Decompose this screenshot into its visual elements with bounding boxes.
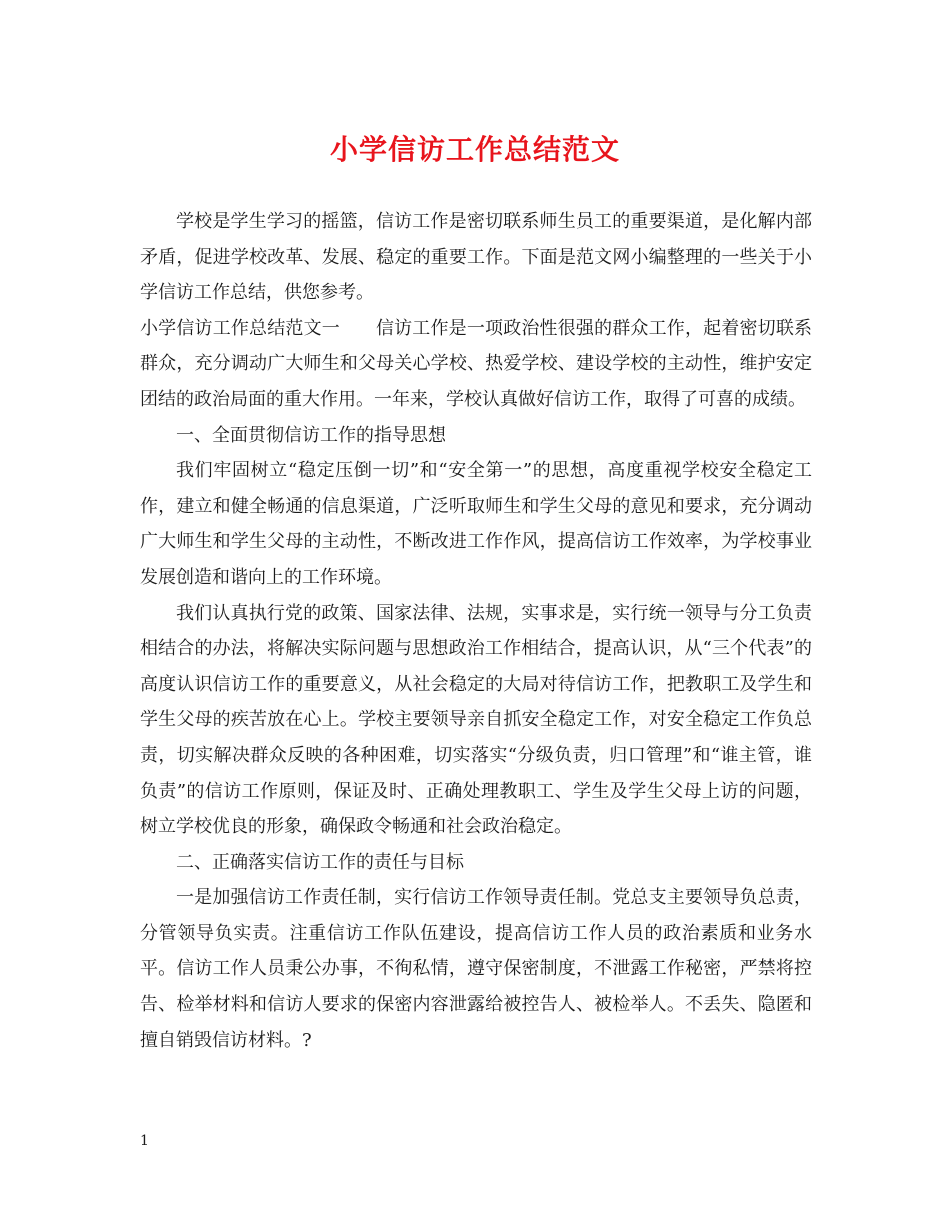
heading-one: 一、全面贯彻信访工作的指导思想 (176, 424, 446, 446)
section-one-label: 小学信访工作总结范文一 (140, 317, 340, 339)
document-body (140, 204, 812, 1058)
heading-two: 二、正确落实信访工作的责任与目标 (176, 851, 464, 873)
paragraph-one: 我们牢固树立“稳定压倒一切”和“安全第一”的思想，高度重视学校安全稳定工作，建立和健全畅通的信息渠道，广泛听取师生和学生父母的意见和要求，充分调动广大师生和学生父母的主动性，不断改进工作作风，提高信访工作效率，为学校事业发展创造和谐向上的工作环境。 (140, 460, 812, 588)
intro-paragraph: 学校是学生学习的摇篮，信访工作是密切联系师生员工的重要渠道，是化解内部矛盾，促进学校改革、发展、稳定的重要工作。下面是范文网小编整理的一些关于小学信访工作总结，供您参考。 (140, 211, 812, 304)
page-number: 1 (140, 1133, 149, 1149)
document-title: 小学信访工作总结范文 (329, 133, 620, 166)
paragraph-two: 我们认真执行党的政策、国家法律、法规，实事求是，实行统一领导与分工负责相结合的办法，将解决实际问题与思想政治工作相结合，提高认识，从“三个代表”的高度认识信访工作的重要意义，从社会稳定的大局对待信访工作，把教职工及学生和学生父母的疾苦放在心上。学校主要领导亲自抓安全稳定工作，对安全稳定工作负总责，切实解决群众反映的各种困难，切实落实“分级负责，归口管理”和“谁主管，谁负责”的信访工作原则，保证及时、正确处理教职工、学生及学生父母上访的问题，树立学校优良的形象，确保政令畅通和社会政治稳定。 (140, 602, 812, 838)
paragraph-three: 一是加强信访工作责任制，实行信访工作领导责任制。党总支主要领导负总责，分管领导负实责。注重信访工作队伍建设，提高信访工作人员的政治素质和业务水平。信访工作人员秉公办事，不徇私情，遵守保密制度，不泄露工作秘密，严禁将控告、检举材料和信访人要求的保密内容泄露给被控告人、被检举人。不丢失、隐匿和擅自销毁信访材料。? (140, 887, 812, 1051)
section-one-paragraph (140, 311, 812, 418)
section-one-text: 信访工作是一项政治性很强的群众工作，起着密切联系群众，充分调动广大师生和父母关心学校、热爱学校、建设学校的主动性，维护安定团结的政治局面的重大作用。一年来，学校认真做好信访工作，取得了可喜的成绩。 (140, 317, 813, 410)
